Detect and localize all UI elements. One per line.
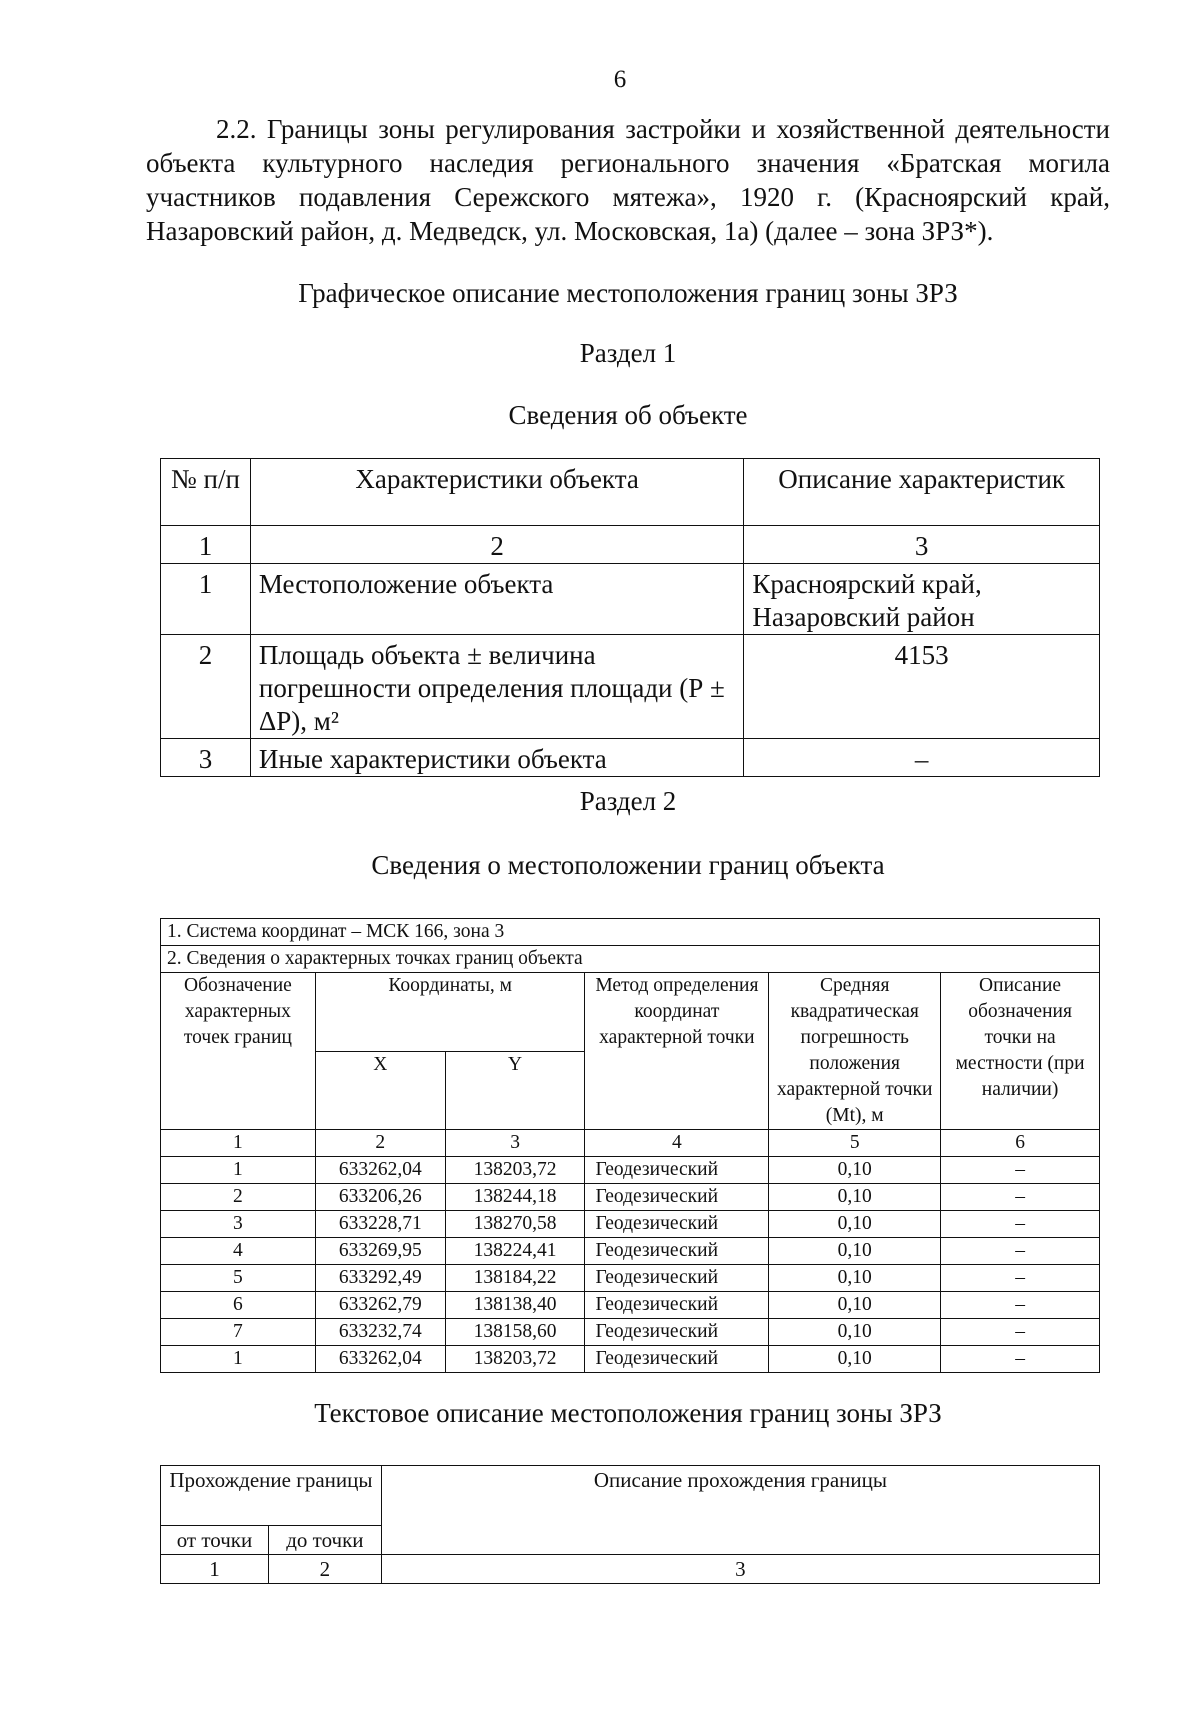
error-mt: 0,10 xyxy=(769,1346,941,1373)
point-id: 3 xyxy=(161,1211,316,1238)
error-mt: 0,10 xyxy=(769,1211,941,1238)
point-desc: – xyxy=(941,1157,1100,1184)
header-cell: Характеристики объекта xyxy=(250,459,743,526)
coord-y: 138270,58 xyxy=(445,1211,585,1238)
characteristic-desc: – xyxy=(744,739,1100,777)
coord-system: 1. Система координат – МСК 166, зона 3 xyxy=(161,919,1100,946)
boundary-passage-table xyxy=(160,1465,1100,1584)
point-id: 1 xyxy=(161,1346,316,1373)
method: Геодезический xyxy=(585,1265,769,1292)
point-desc: – xyxy=(941,1346,1100,1373)
table-row xyxy=(161,1265,1100,1292)
coord-x: 633262,04 xyxy=(315,1157,445,1184)
point-id: 6 xyxy=(161,1292,316,1319)
text-description-title: Текстовое описание местоположения границ зоны ЗРЗ xyxy=(314,1398,942,1428)
point-id: 2 xyxy=(161,1184,316,1211)
column-number: 4 xyxy=(585,1130,769,1157)
coord-x: 633292,49 xyxy=(315,1265,445,1292)
header-passage: Прохождение границы xyxy=(161,1466,382,1526)
column-number-row xyxy=(161,526,1100,564)
table-row xyxy=(161,1184,1100,1211)
header-coords: Координаты, м xyxy=(315,973,585,1052)
point-desc: – xyxy=(941,1238,1100,1265)
graphic-description-title: Графическое описание местоположения границ зоны ЗРЗ xyxy=(298,278,958,308)
column-number: 2 xyxy=(315,1130,445,1157)
table-header-row xyxy=(161,973,1100,1052)
table-row xyxy=(161,1211,1100,1238)
points-caption-row xyxy=(161,946,1100,973)
coord-x: 633228,71 xyxy=(315,1211,445,1238)
header-cell: Описание характеристик xyxy=(744,459,1100,526)
header-error: Средняя квадратическая погрешность положения характерной точки (Mt), м xyxy=(769,973,941,1130)
column-number: 1 xyxy=(161,526,251,564)
column-number: 6 xyxy=(941,1130,1100,1157)
column-number-row xyxy=(161,1130,1100,1157)
table-row xyxy=(161,1319,1100,1346)
column-number: 1 xyxy=(161,1555,269,1584)
table-header-row xyxy=(161,1466,1100,1526)
point-desc: – xyxy=(941,1211,1100,1238)
row-number: 3 xyxy=(161,739,251,777)
coord-system-row xyxy=(161,919,1100,946)
method: Геодезический xyxy=(585,1319,769,1346)
characteristic-name: Местоположение объекта xyxy=(250,564,743,635)
table-header-row xyxy=(161,459,1100,526)
page-number: 6 xyxy=(613,66,627,93)
column-number: 5 xyxy=(769,1130,941,1157)
method: Геодезический xyxy=(585,1157,769,1184)
point-desc: – xyxy=(941,1319,1100,1346)
method: Геодезический xyxy=(585,1346,769,1373)
table-row xyxy=(161,1238,1100,1265)
header-cell: № п/п xyxy=(161,459,251,526)
table-row xyxy=(161,1157,1100,1184)
table-row xyxy=(161,1346,1100,1373)
characteristic-name: Площадь объекта ± величина погрешности определения площади (Р ± ΔР), м² xyxy=(250,635,743,739)
error-mt: 0,10 xyxy=(769,1238,941,1265)
coord-x: 633262,04 xyxy=(315,1346,445,1373)
method: Геодезический xyxy=(585,1238,769,1265)
error-mt: 0,10 xyxy=(769,1157,941,1184)
row-number: 1 xyxy=(161,564,251,635)
coord-y: 138184,22 xyxy=(445,1265,585,1292)
coord-y: 138203,72 xyxy=(445,1346,585,1373)
table-row xyxy=(161,739,1100,777)
boundary-points-table xyxy=(160,918,1100,1373)
coord-x: 633262,79 xyxy=(315,1292,445,1319)
point-id: 4 xyxy=(161,1238,316,1265)
point-id: 1 xyxy=(161,1157,316,1184)
characteristic-desc: 4153 xyxy=(744,635,1100,739)
method: Геодезический xyxy=(585,1292,769,1319)
points-caption: 2. Сведения о характерных точках границ объекта xyxy=(161,946,1100,973)
table-row xyxy=(161,635,1100,739)
error-mt: 0,10 xyxy=(769,1184,941,1211)
error-mt: 0,10 xyxy=(769,1292,941,1319)
header-method: Метод определения координат характерной точки xyxy=(585,973,769,1130)
header-from: от точки xyxy=(161,1526,269,1555)
section1-subtitle: Сведения об объекте xyxy=(508,400,748,430)
section2-subtitle: Сведения о местоположении границ объекта xyxy=(371,850,885,880)
table-row xyxy=(161,1292,1100,1319)
header-y: Y xyxy=(445,1051,585,1130)
point-desc: – xyxy=(941,1292,1100,1319)
coord-y: 138203,72 xyxy=(445,1157,585,1184)
coord-x: 633206,26 xyxy=(315,1184,445,1211)
column-number: 3 xyxy=(744,526,1100,564)
section2-title: Раздел 2 xyxy=(579,786,677,816)
coord-y: 138224,41 xyxy=(445,1238,585,1265)
column-number: 3 xyxy=(381,1555,1099,1584)
error-mt: 0,10 xyxy=(769,1319,941,1346)
column-number: 2 xyxy=(268,1555,381,1584)
method: Геодезический xyxy=(585,1211,769,1238)
column-number: 2 xyxy=(250,526,743,564)
intro-paragraph: 2.2. Границы зоны регулирования застройки и хозяйственной деятельности объекта культурного наследия регионального значения «Братская могила участников подавления Сережского мятежа», 1920 г. (Красноярский край, Назаровский район, д. Медведск, ул. Московская, 1а) (далее – зона ЗРЗ*). xyxy=(146,114,1110,246)
column-number-row xyxy=(161,1555,1100,1584)
row-number: 2 xyxy=(161,635,251,739)
characteristic-name: Иные характеристики объекта xyxy=(250,739,743,777)
header-x: X xyxy=(315,1051,445,1130)
header-desc: Описание прохождения границы xyxy=(381,1466,1099,1555)
column-number: 1 xyxy=(161,1130,316,1157)
coord-y: 138158,60 xyxy=(445,1319,585,1346)
coord-x: 633269,95 xyxy=(315,1238,445,1265)
table-row xyxy=(161,564,1100,635)
error-mt: 0,10 xyxy=(769,1265,941,1292)
point-desc: – xyxy=(941,1265,1100,1292)
header-desc: Описание обозначения точки на местности (при наличии) xyxy=(941,973,1100,1130)
section1-title: Раздел 1 xyxy=(579,338,677,368)
point-id: 7 xyxy=(161,1319,316,1346)
coord-y: 138244,18 xyxy=(445,1184,585,1211)
coord-x: 633232,74 xyxy=(315,1319,445,1346)
point-id: 5 xyxy=(161,1265,316,1292)
method: Геодезический xyxy=(585,1184,769,1211)
coord-y: 138138,40 xyxy=(445,1292,585,1319)
point-desc: – xyxy=(941,1184,1100,1211)
header-point: Обозначение характерных точек границ xyxy=(161,973,316,1130)
header-to: до точки xyxy=(268,1526,381,1555)
object-info-table xyxy=(160,458,1100,777)
column-number: 3 xyxy=(445,1130,585,1157)
characteristic-desc: Красноярский край, Назаровский район xyxy=(744,564,1100,635)
